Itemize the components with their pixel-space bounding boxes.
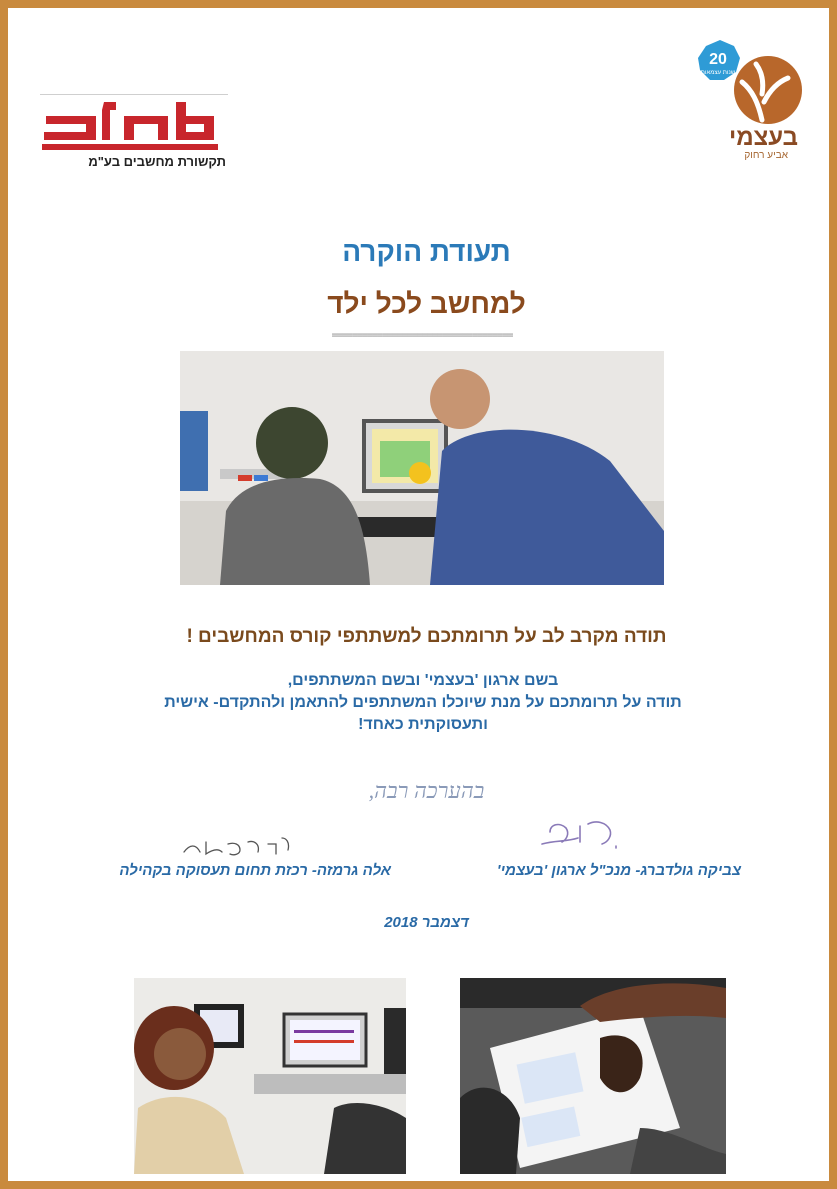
bottom-left-photo	[134, 978, 406, 1174]
worksheet-photo-illustration	[460, 978, 726, 1174]
body-line: תודה על תרומתכם על מנת שיוכלו המשתתפים להתאמן ולהתקדם- אישית	[164, 694, 682, 711]
body-line: ותעסוקתית כאחד!	[358, 716, 488, 733]
certificate-date: דצמבר 2018	[384, 914, 469, 931]
signature-right	[536, 814, 626, 854]
certificate-subtitle: למחשב לכל ילד	[327, 288, 526, 319]
binat-logo-mark	[36, 96, 226, 156]
beatzmi-logo-mark	[692, 32, 812, 132]
badge-sub: שנות עצמאות	[700, 70, 736, 76]
main-photo	[180, 351, 664, 585]
beatzmi-logo	[692, 32, 812, 172]
regards-text: בהערכה רבה,	[368, 778, 485, 803]
signatory-right: צביקה גולדברג- מנכ"ל ארגון 'בעצמי'	[496, 862, 741, 879]
title-separator: ====================================	[331, 330, 513, 341]
signatory-left: אלה גרמזה- רכזת תחום תעסוקה בקהילה	[119, 862, 391, 879]
classroom-photo-illustration	[180, 351, 664, 585]
bottom-right-photo	[460, 978, 726, 1174]
logo-divider	[40, 94, 228, 95]
badge-number: 20	[709, 51, 727, 68]
beatzmi-sub: אביע רחוק	[744, 150, 788, 161]
certificate-body	[98, 670, 748, 736]
thanks-line: תודה מקרב לב על תרומתכם למשתתפי קורס המחשבים !	[186, 626, 667, 647]
signature-left	[178, 830, 298, 860]
body-line: בשם ארגון 'בעצמי' ובשם המשתתפים,	[287, 672, 559, 689]
participant-photo-illustration	[134, 978, 406, 1174]
beatzmi-brand: בעצמי	[729, 124, 798, 151]
certificate-title: תעודת הוקרה	[342, 236, 511, 267]
binat-tagline: תקשורת מחשבים בע"מ	[88, 154, 226, 169]
binat-logo	[36, 92, 236, 182]
